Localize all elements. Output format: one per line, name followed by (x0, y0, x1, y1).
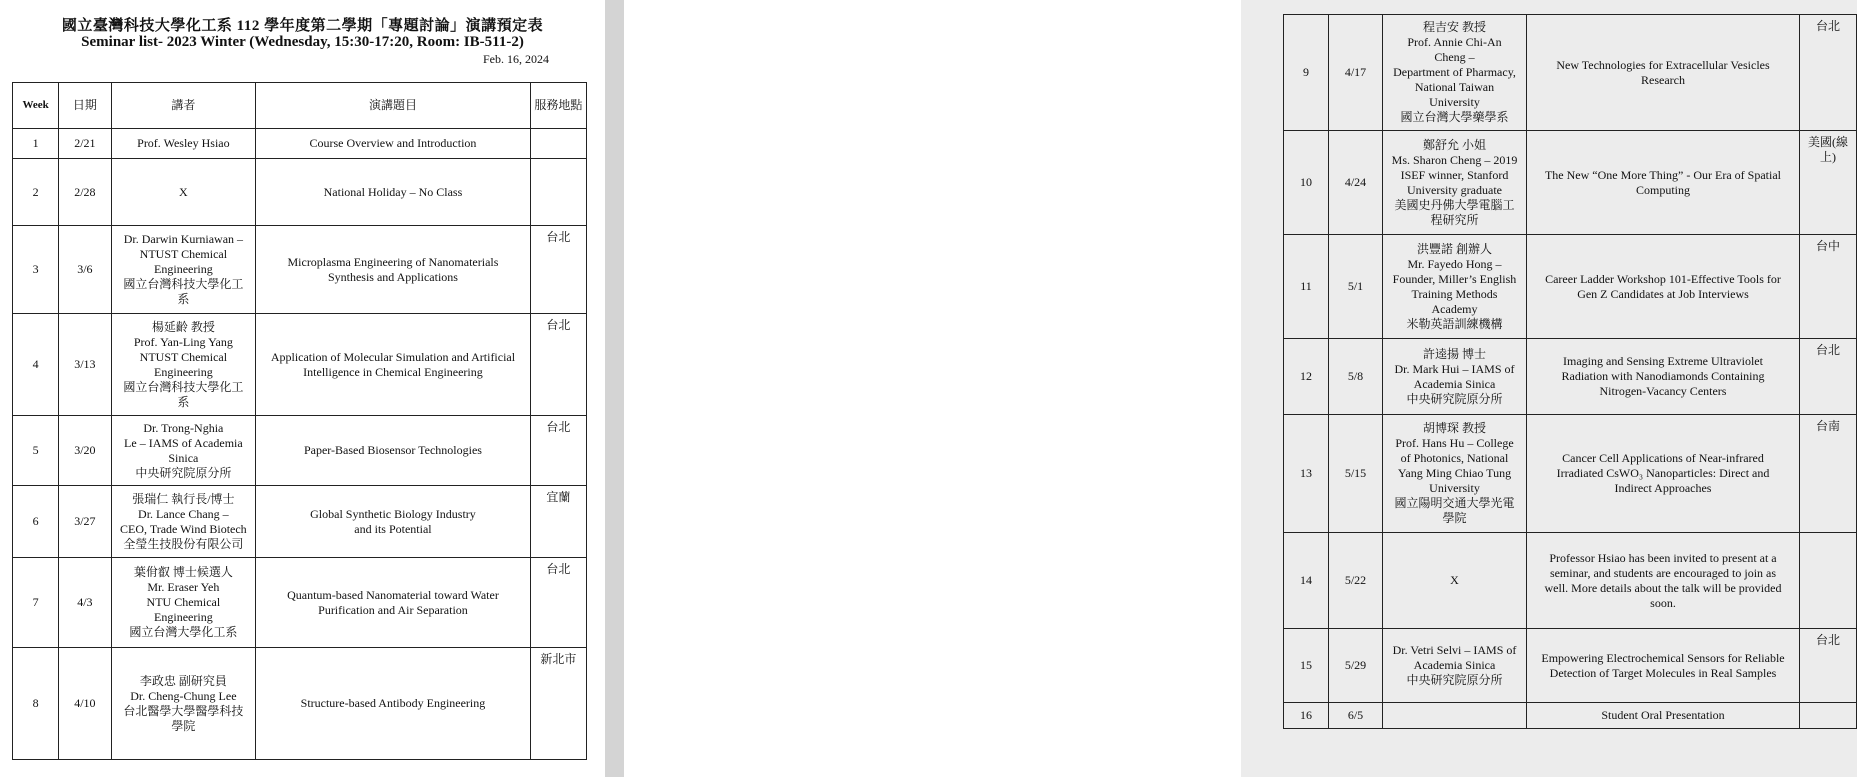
speaker-line: 系 (177, 394, 190, 409)
speaker-line: Le – IAMS of Academia (124, 435, 243, 450)
topic-line: well. More details about the talk will be provided (1544, 580, 1782, 595)
topic-line: Radiation with Nanodiamonds Containing (1561, 369, 1765, 383)
speaker-line: 國立台灣大學藥學系 (1400, 110, 1509, 124)
location-cell: 台南 (1800, 415, 1857, 533)
speaker-line: Dr. Trong-Nghia (143, 420, 224, 435)
document-date: Feb. 16, 2024 (483, 52, 549, 66)
location-cell: 宜蘭 (530, 486, 586, 558)
column-header-topic: 演講題目 (256, 83, 530, 129)
speaker-line: University (1429, 481, 1480, 495)
speaker-line: of Photonics, National (1400, 451, 1509, 465)
speaker-cell (1383, 415, 1527, 533)
topic-cell (256, 486, 530, 558)
topic-line: Professor Hsiao has been invited to present at a (1549, 550, 1777, 565)
topic-line: Nitrogen-Vacancy Centers (1599, 384, 1727, 398)
topic-line: Microplasma Engineering of Nanomaterials (287, 254, 499, 269)
topic-cell (256, 416, 530, 486)
date-cell: 5/1 (1329, 235, 1383, 339)
topic-line: Computing (1635, 182, 1690, 197)
topic-line: Irradiated CsWO₃ Nanoparticles: Direct and (1556, 466, 1770, 480)
seminar-table-part-1 (12, 82, 587, 760)
document-page-1 (0, 0, 605, 777)
topic-cell (1527, 15, 1800, 131)
speaker-line: Mr. Fayedo Hong – (1407, 256, 1502, 271)
topic-line: Structure-based Antibody Engineering (300, 696, 486, 710)
speaker-line: Prof. Wesley Hsiao (137, 136, 230, 150)
speaker-line: Dr. Cheng-Chung Lee (130, 688, 237, 703)
speaker-line: Training Methods (1411, 286, 1498, 301)
speaker-line: Prof. Annie Chi-An (1407, 35, 1502, 49)
speaker-line: 中央研究院原分所 (1406, 391, 1503, 406)
location-cell: 台中 (1800, 235, 1857, 339)
table-row (13, 226, 587, 314)
week-cell: 11 (1284, 235, 1329, 339)
speaker-line: Academia Sinica (1413, 376, 1496, 391)
topic-line: Imaging and Sensing Extreme Ultraviolet (1563, 354, 1763, 368)
speaker-line: Founder, Miller’s English (1392, 271, 1517, 286)
speaker-line: 學院 (1442, 511, 1467, 525)
week-cell: 4 (13, 314, 59, 416)
speaker-line: NTUST Chemical (139, 349, 228, 364)
table-row (1284, 15, 1857, 131)
location-cell: 台北 (1800, 629, 1857, 703)
table-row (1284, 339, 1857, 415)
speaker-line: 鄭舒允 小姐 (1422, 137, 1486, 152)
date-cell: 6/5 (1329, 703, 1383, 729)
speaker-line: Academia Sinica (1413, 658, 1496, 672)
speaker-line: 胡博琛 教授 (1422, 421, 1486, 435)
speaker-line: 中央研究院原分所 (1406, 673, 1503, 687)
location-cell (530, 159, 586, 226)
location-cell (1800, 703, 1857, 729)
speaker-line: 中央研究院原分所 (135, 465, 232, 480)
topic-line: Course Overview and Introduction (309, 136, 477, 150)
topic-cell (1527, 415, 1800, 533)
speaker-line: ISEF winner, Stanford (1400, 167, 1509, 182)
speaker-line: 程吉安 教授 (1422, 20, 1486, 34)
speaker-line: 國立陽明交通大學光電 (1394, 496, 1515, 510)
location-cell: 台北 (530, 226, 586, 314)
speaker-cell (111, 648, 256, 760)
speaker-line: 國立台灣大學化工系 (129, 625, 238, 639)
speaker-line: Prof. Yan-Ling Yang (133, 334, 233, 349)
topic-line: seminar, and students are encouraged to join as (1549, 565, 1777, 580)
column-header-week: Week (13, 83, 59, 129)
table-row (13, 314, 587, 416)
speaker-line: 李政忠 副研究員 (139, 673, 227, 688)
table-row (13, 486, 587, 558)
topic-cell (1527, 533, 1800, 629)
speaker-line: 楊延齡 教授 (151, 319, 215, 334)
date-cell: 4/3 (59, 558, 111, 648)
date-cell: 5/8 (1329, 339, 1383, 415)
speaker-line: 國立台灣科技大學化工 (123, 277, 244, 291)
seminar-table-part-2 (1283, 14, 1857, 729)
week-cell: 7 (13, 558, 59, 648)
topic-cell (256, 129, 530, 159)
topic-line: Career Ladder Workshop 101-Effective Tools for (1545, 271, 1781, 286)
location-cell: 新北市 (530, 648, 586, 760)
table-row (13, 558, 587, 648)
speaker-line: Dr. Mark Hui – IAMS of (1394, 361, 1515, 376)
table-row (1284, 131, 1857, 235)
topic-line: Purification and Air Separation (318, 602, 468, 617)
table-header-row (13, 83, 587, 129)
table-row (13, 129, 587, 159)
week-cell: 1 (13, 129, 59, 159)
location-cell: 台北 (530, 416, 586, 486)
topic-line: Cancer Cell Applications of Near-infrared (1562, 451, 1764, 465)
topic-line: Detection of Target Molecules in Real Samples (1549, 665, 1777, 680)
topic-cell (1527, 703, 1800, 729)
topic-line: and its Potential (354, 521, 432, 536)
date-cell: 3/6 (59, 226, 111, 314)
date-cell: 4/10 (59, 648, 111, 760)
speaker-line: Prof. Hans Hu – College (1395, 436, 1514, 450)
speaker-line: University graduate (1407, 182, 1502, 197)
date-cell: 5/15 (1329, 415, 1383, 533)
speaker-line: Academy (1431, 301, 1478, 316)
speaker-line: 國立台灣科技大學化工 (123, 379, 244, 394)
topic-line: Student Oral Presentation (1601, 708, 1725, 722)
speaker-line: NTUST Chemical (139, 247, 228, 261)
speaker-line: National Taiwan (1414, 80, 1495, 94)
speaker-line: 張瑞仁 執行長/博士 (132, 491, 235, 506)
topic-line: Indirect Approaches (1614, 481, 1712, 495)
speaker-cell (111, 416, 256, 486)
table-row (1284, 629, 1857, 703)
week-cell: 12 (1284, 339, 1329, 415)
speaker-line: Mr. Eraser Yeh (147, 580, 220, 594)
table-row (1284, 703, 1857, 729)
speaker-cell (1383, 15, 1527, 131)
location-cell: 台北 (1800, 339, 1857, 415)
topic-line: Empowering Electrochemical Sensors for Reliable (1541, 650, 1785, 665)
location-cell (530, 129, 586, 159)
topic-cell (256, 558, 530, 648)
date-cell: 2/28 (59, 159, 111, 226)
speaker-cell (1383, 533, 1527, 629)
speaker-line: NTU Chemical (146, 595, 221, 609)
speaker-cell (1383, 629, 1527, 703)
date-cell: 3/20 (59, 416, 111, 486)
speaker-line: 全瑩生技股份有限公司 (123, 536, 244, 551)
week-cell: 10 (1284, 131, 1329, 235)
page-divider (605, 0, 624, 777)
table-row (1284, 235, 1857, 339)
topic-cell (256, 314, 530, 416)
week-cell: 15 (1284, 629, 1329, 703)
speaker-cell (111, 486, 256, 558)
speaker-cell (1383, 235, 1527, 339)
speaker-line: 洪豐諾 創辦人 (1416, 241, 1492, 256)
topic-line: Application of Molecular Simulation and Artificial (270, 349, 516, 364)
topic-cell (256, 159, 530, 226)
column-header-speaker: 講者 (111, 83, 256, 129)
column-header-location: 服務地點 (530, 83, 586, 129)
location-cell: 美國(線上) (1800, 131, 1857, 235)
speaker-line: 米勒英語訓練機構 (1406, 316, 1503, 331)
speaker-line: 系 (177, 292, 190, 306)
speaker-line: Dr. Lance Chang – (138, 506, 229, 521)
week-cell: 6 (13, 486, 59, 558)
table-row (13, 159, 587, 226)
speaker-line: Sinica (168, 450, 199, 465)
speaker-cell (111, 129, 256, 159)
speaker-line: 葉佾叡 博士候選人 (133, 565, 233, 579)
speaker-line: X (179, 184, 188, 199)
speaker-line: Department of Pharmacy, (1393, 65, 1516, 79)
speaker-line: 許逵揚 博士 (1422, 346, 1486, 361)
week-cell: 9 (1284, 15, 1329, 131)
speaker-cell (1383, 131, 1527, 235)
week-cell: 13 (1284, 415, 1329, 533)
week-cell: 16 (1284, 703, 1329, 729)
topic-line: Synthesis and Applications (327, 269, 458, 284)
topic-cell (256, 226, 530, 314)
topic-line: Intelligence in Chemical Engineering (303, 364, 483, 379)
speaker-cell (111, 159, 256, 226)
date-cell: 5/22 (1329, 533, 1383, 629)
date-cell: 4/24 (1329, 131, 1383, 235)
column-header-date: 日期 (59, 83, 111, 129)
topic-line: The New “One More Thing” - Our Era of Spatial (1544, 167, 1782, 182)
topic-cell (256, 648, 530, 760)
topic-line: Research (1641, 72, 1685, 87)
topic-line: Gen Z Candidates at Job Interviews (1577, 286, 1749, 301)
speaker-line: CEO, Trade Wind Biotech (120, 521, 247, 536)
location-cell: 台北 (530, 314, 586, 416)
speaker-line: Cheng – (1434, 50, 1475, 64)
speaker-cell (111, 226, 256, 314)
speaker-line: Ms. Sharon Cheng – 2019 (1391, 152, 1518, 167)
week-cell: 8 (13, 648, 59, 760)
date-cell: 5/29 (1329, 629, 1383, 703)
topic-cell (1527, 339, 1800, 415)
date-cell: 3/13 (59, 314, 111, 416)
speaker-cell (1383, 339, 1527, 415)
speaker-line: Dr. Darwin Kurniawan – (123, 232, 244, 246)
date-cell: 4/17 (1329, 15, 1383, 131)
speaker-cell (1383, 703, 1527, 729)
date-cell: 2/21 (59, 129, 111, 159)
speaker-cell (111, 558, 256, 648)
table-row (13, 648, 587, 760)
speaker-line: X (1450, 573, 1459, 587)
topic-line: soon. (1650, 595, 1676, 610)
location-cell: 台北 (1800, 15, 1857, 131)
week-cell: 5 (13, 416, 59, 486)
document-page-2 (624, 0, 1848, 777)
speaker-line: Dr. Vetri Selvi – IAMS of (1392, 643, 1517, 657)
topic-cell (1527, 629, 1800, 703)
week-cell: 14 (1284, 533, 1329, 629)
topic-line: National Holiday – No Class (323, 184, 463, 199)
location-cell (1800, 533, 1857, 629)
speaker-line: Yang Ming Chiao Tung (1397, 466, 1512, 480)
speaker-line: 學院 (171, 718, 196, 733)
topic-line: Global Synthetic Biology Industry (310, 506, 476, 521)
speaker-line: University (1429, 95, 1480, 109)
speaker-line: 程研究所 (1430, 212, 1479, 227)
topic-cell (1527, 235, 1800, 339)
location-cell: 台北 (530, 558, 586, 648)
speaker-cell (111, 314, 256, 416)
week-cell: 3 (13, 226, 59, 314)
date-cell: 3/27 (59, 486, 111, 558)
title-english: Seminar list- 2023 Winter (Wednesday, 15:30-17:20, Room: IB-511-2) (81, 34, 524, 50)
topic-line: Paper-Based Biosensor Technologies (303, 443, 482, 457)
speaker-line: Engineering (154, 610, 213, 624)
speaker-line: 台北醫學大學醫學科技 (123, 703, 244, 718)
speaker-line: Engineering (154, 262, 213, 276)
topic-line: Quantum-based Nanomaterial toward Water (287, 587, 499, 602)
week-cell: 2 (13, 159, 59, 226)
speaker-line: 美國史丹佛大學電腦工 (1394, 197, 1515, 212)
table-row (13, 416, 587, 486)
topic-cell (1527, 131, 1800, 235)
table-row (1284, 533, 1857, 629)
speaker-line: Engineering (154, 364, 213, 379)
topic-line: New Technologies for Extracellular Vesicles (1556, 57, 1770, 72)
table-row (1284, 415, 1857, 533)
title-chinese: 國立臺灣科技大學化工系 112 學年度第二學期「專題討論」演講預定表 (61, 18, 544, 34)
